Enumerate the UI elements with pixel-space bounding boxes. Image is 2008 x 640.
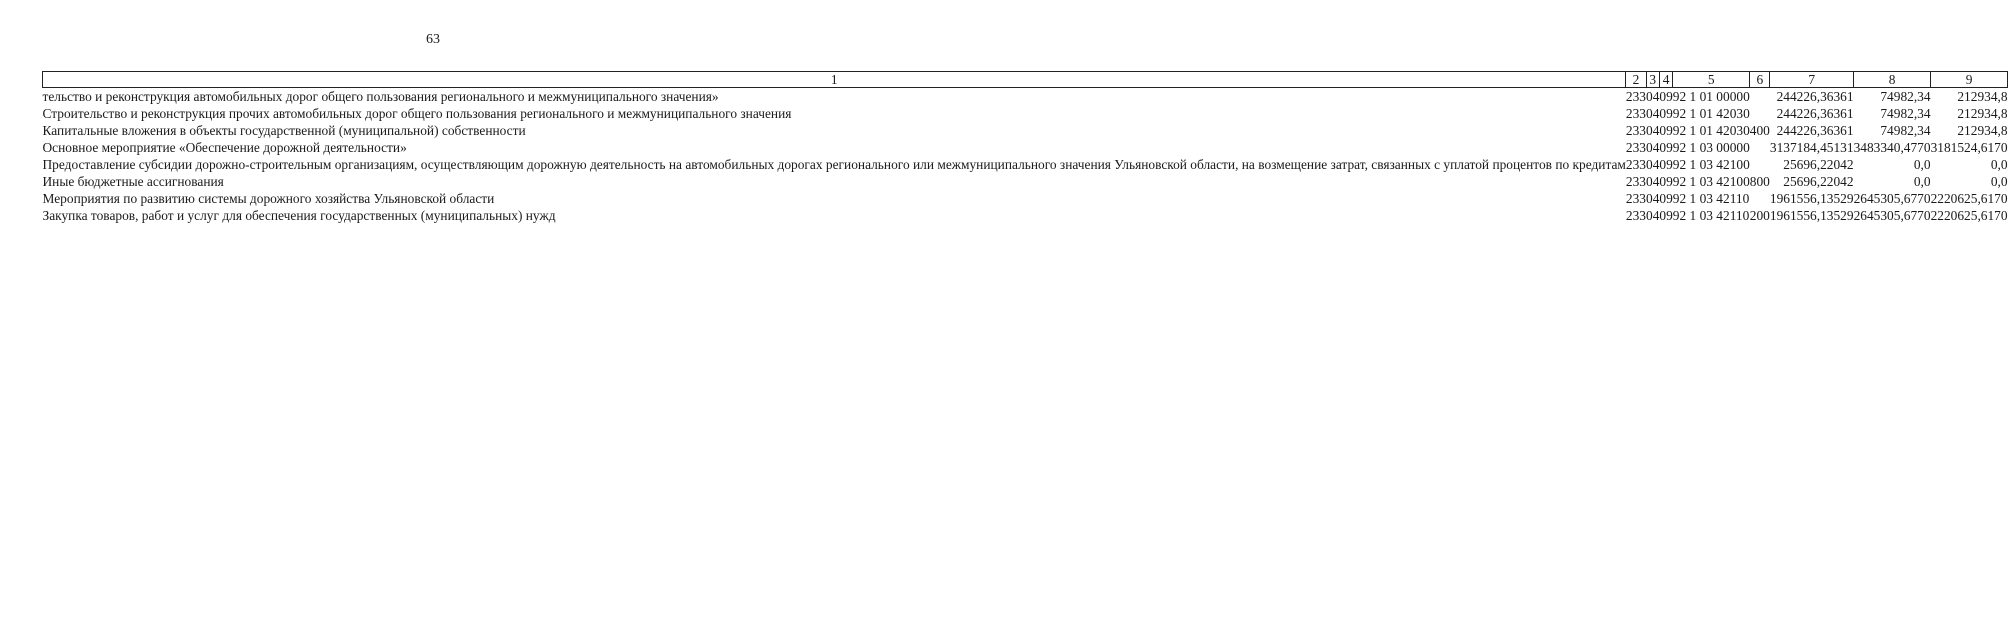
cell-target-article: 92 1 03 00000 [1672, 140, 1750, 155]
cell-amount-7: 1961556,13529 [1769, 208, 1854, 223]
cell-subsection: 09 [1659, 140, 1673, 155]
budget-table [42, 71, 2008, 224]
row-description: Иные бюджетные ассигнования [42, 174, 224, 189]
cell-amount-7: 25696,22042 [1783, 174, 1854, 189]
cell-amount-9: 0,0 [1990, 174, 2008, 189]
cell-amount-9: 0,0 [1990, 157, 2008, 172]
cell-ministry-code: 233 [1625, 174, 1646, 189]
cell-subsection: 09 [1659, 89, 1673, 104]
cell-amount-8: 3483340,4770 [1853, 140, 1931, 155]
cell-amount-7: 25696,22042 [1783, 157, 1854, 172]
cell-target-article: 92 1 01 00000 [1672, 89, 1750, 104]
cell-amount-7: 244226,36361 [1776, 89, 1854, 104]
cell-ministry-code: 233 [1625, 157, 1646, 172]
header-col-6: 6 [1750, 72, 1770, 88]
page-number: 63 [426, 32, 440, 47]
table-row [43, 207, 2008, 224]
cell-expense-type [1750, 190, 1770, 207]
cell-amount-8: 74982,34 [1880, 106, 1931, 121]
table-row [43, 139, 2008, 156]
table-header [43, 72, 2008, 88]
cell-section: 04 [1646, 140, 1660, 155]
cell-target-article: 92 1 03 42100 [1672, 174, 1750, 189]
header-col-7: 7 [1770, 72, 1854, 88]
table-body [43, 88, 2008, 225]
cell-amount-9: 3181524,6170 [1930, 140, 2008, 155]
cell-ministry-code: 233 [1625, 89, 1646, 104]
header-col-3: 3 [1646, 72, 1659, 88]
cell-expense-type [1750, 139, 1770, 156]
cell-amount-7: 1961556,13529 [1769, 191, 1854, 206]
cell-target-article: 92 1 03 42110 [1672, 208, 1750, 223]
cell-amount-9: 212934,8 [1957, 89, 2008, 104]
cell-target-article: 92 1 01 42030 [1672, 106, 1750, 121]
cell-section: 04 [1646, 191, 1660, 206]
cell-subsection: 09 [1659, 157, 1673, 172]
cell-amount-7: 3137184,45131 [1769, 140, 1854, 155]
cell-amount-9: 212934,8 [1957, 106, 2008, 121]
row-description: Капитальные вложения в объекты государственной (муниципальной) собственности [42, 123, 526, 138]
cell-expense-type: 400 [1749, 123, 1770, 138]
cell-ministry-code: 233 [1625, 191, 1646, 206]
cell-section: 04 [1646, 89, 1660, 104]
table-row [43, 173, 2008, 190]
cell-section: 04 [1646, 123, 1660, 138]
cell-expense-type [1750, 105, 1770, 122]
cell-amount-8: 2645305,6770 [1853, 208, 1931, 223]
header-col-8: 8 [1854, 72, 1931, 88]
row-description: Предоставление субсидии дорожно-строительным организациям, осуществляющим дорожную деятельность на автомобильных дорогах регионального или межмуниципального значения Ульяновской области, на возмещение затрат, связанных с уплатой процентов по кредитам [42, 157, 1626, 172]
cell-expense-type [1750, 88, 1770, 106]
table-row [43, 88, 2008, 106]
cell-amount-8: 0,0 [1913, 174, 1931, 189]
cell-section: 04 [1646, 174, 1660, 189]
cell-amount-7: 244226,36361 [1776, 123, 1854, 138]
cell-amount-9: 212934,8 [1957, 123, 2008, 138]
cell-subsection: 09 [1659, 208, 1673, 223]
cell-amount-8: 74982,34 [1880, 89, 1931, 104]
cell-amount-9: 2220625,6170 [1930, 208, 2008, 223]
table-row [43, 156, 2008, 173]
table-row [43, 105, 2008, 122]
row-description: тельство и реконструкция автомобильных дорог общего пользования регионального и межмуниципального значения» [42, 89, 719, 104]
table-row [43, 190, 2008, 207]
cell-target-article: 92 1 01 42030 [1672, 123, 1750, 138]
header-col-4: 4 [1659, 72, 1672, 88]
cell-ministry-code: 233 [1625, 123, 1646, 138]
cell-subsection: 09 [1659, 191, 1673, 206]
cell-section: 04 [1646, 106, 1660, 121]
row-description: Основное мероприятие «Обеспечение дорожной деятельности» [42, 140, 407, 155]
row-description: Мероприятия по развитию системы дорожного хозяйства Ульяновской области [42, 191, 495, 206]
cell-section: 04 [1646, 157, 1660, 172]
cell-expense-type: 200 [1749, 208, 1770, 223]
row-description: Закупка товаров, работ и услуг для обеспечения государственных (муниципальных) нужд [42, 208, 556, 223]
cell-amount-8: 74982,34 [1880, 123, 1931, 138]
header-col-1: 1 [43, 72, 1626, 88]
cell-expense-type [1750, 156, 1770, 173]
cell-ministry-code: 233 [1625, 106, 1646, 121]
cell-target-article: 92 1 03 42100 [1672, 157, 1750, 172]
cell-subsection: 09 [1659, 123, 1673, 138]
header-row [43, 72, 2008, 88]
row-description: Строительство и реконструкция прочих автомобильных дорог общего пользования регионального и межмуниципального значения [42, 106, 792, 121]
cell-ministry-code: 233 [1625, 140, 1646, 155]
cell-amount-9: 2220625,6170 [1930, 191, 2008, 206]
cell-target-article: 92 1 03 42110 [1672, 191, 1750, 206]
cell-subsection: 09 [1659, 106, 1673, 121]
cell-expense-type: 800 [1749, 174, 1770, 189]
cell-amount-8: 0,0 [1913, 157, 1931, 172]
header-col-5: 5 [1673, 72, 1750, 88]
cell-ministry-code: 233 [1625, 208, 1646, 223]
header-col-9: 9 [1931, 72, 2008, 88]
table-row [43, 122, 2008, 139]
cell-subsection: 09 [1659, 174, 1673, 189]
cell-section: 04 [1646, 208, 1660, 223]
cell-amount-7: 244226,36361 [1776, 106, 1854, 121]
cell-amount-8: 2645305,6770 [1853, 191, 1931, 206]
header-col-2: 2 [1626, 72, 1646, 88]
